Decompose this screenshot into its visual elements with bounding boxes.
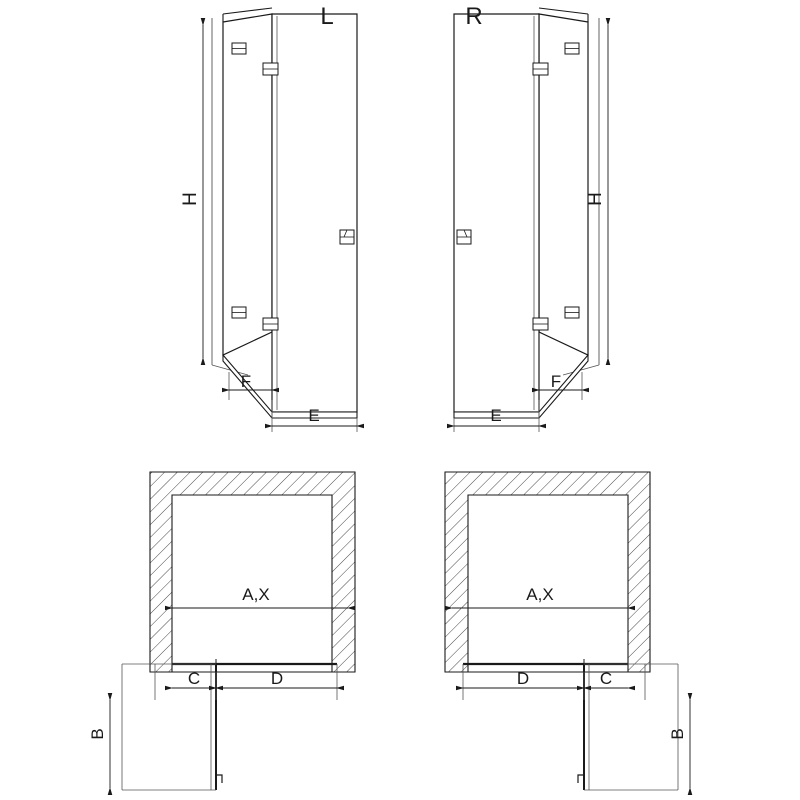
label-height-left: H (180, 192, 201, 206)
elevation-right-door-handle (457, 230, 471, 244)
plan-left-segment-dimensions (155, 664, 337, 700)
elevation-left-top-edge (223, 8, 272, 14)
plan-right-wall-hatch (445, 472, 650, 672)
elevation-right-group (454, 3, 608, 432)
elevation-right-door-panel (454, 14, 539, 412)
elevation-left-group (180, 3, 357, 432)
label-height-right: H (585, 192, 606, 206)
label-door-panel-left: E (308, 406, 320, 425)
label-fixed-panel-right: F (550, 372, 562, 391)
plan-right-inner-room (468, 495, 628, 672)
plan-right-segment-dimensions (463, 664, 645, 700)
label-door-segment-right: D (516, 669, 530, 688)
elevation-left-height-dimension (180, 25, 203, 358)
label-depth-left: B (88, 728, 107, 740)
label-depth-right: B (668, 728, 687, 740)
plan-right-overall-dimension (452, 585, 628, 608)
plan-left-wall-hatch (150, 472, 355, 672)
label-overall-right: A,X (526, 585, 554, 604)
label-fixed-segment-right: C (599, 669, 613, 688)
label-fixed-panel-left: F (240, 372, 252, 391)
label-variant-left: L (320, 3, 334, 30)
elevation-right-top-edge (539, 8, 588, 14)
label-door-segment-left: D (270, 669, 284, 688)
label-overall-left: A,X (242, 585, 270, 604)
plan-left-inner-room (172, 495, 332, 672)
plan-right-group (445, 472, 690, 790)
label-door-panel-right: E (490, 406, 502, 425)
plan-left-group (88, 472, 355, 790)
elevation-left-door-panel (272, 14, 357, 412)
elevation-left-door-handle (340, 230, 354, 244)
label-variant-right: R (465, 3, 483, 30)
label-fixed-segment-left: C (187, 669, 201, 688)
plan-left-overall-dimension (172, 585, 348, 608)
